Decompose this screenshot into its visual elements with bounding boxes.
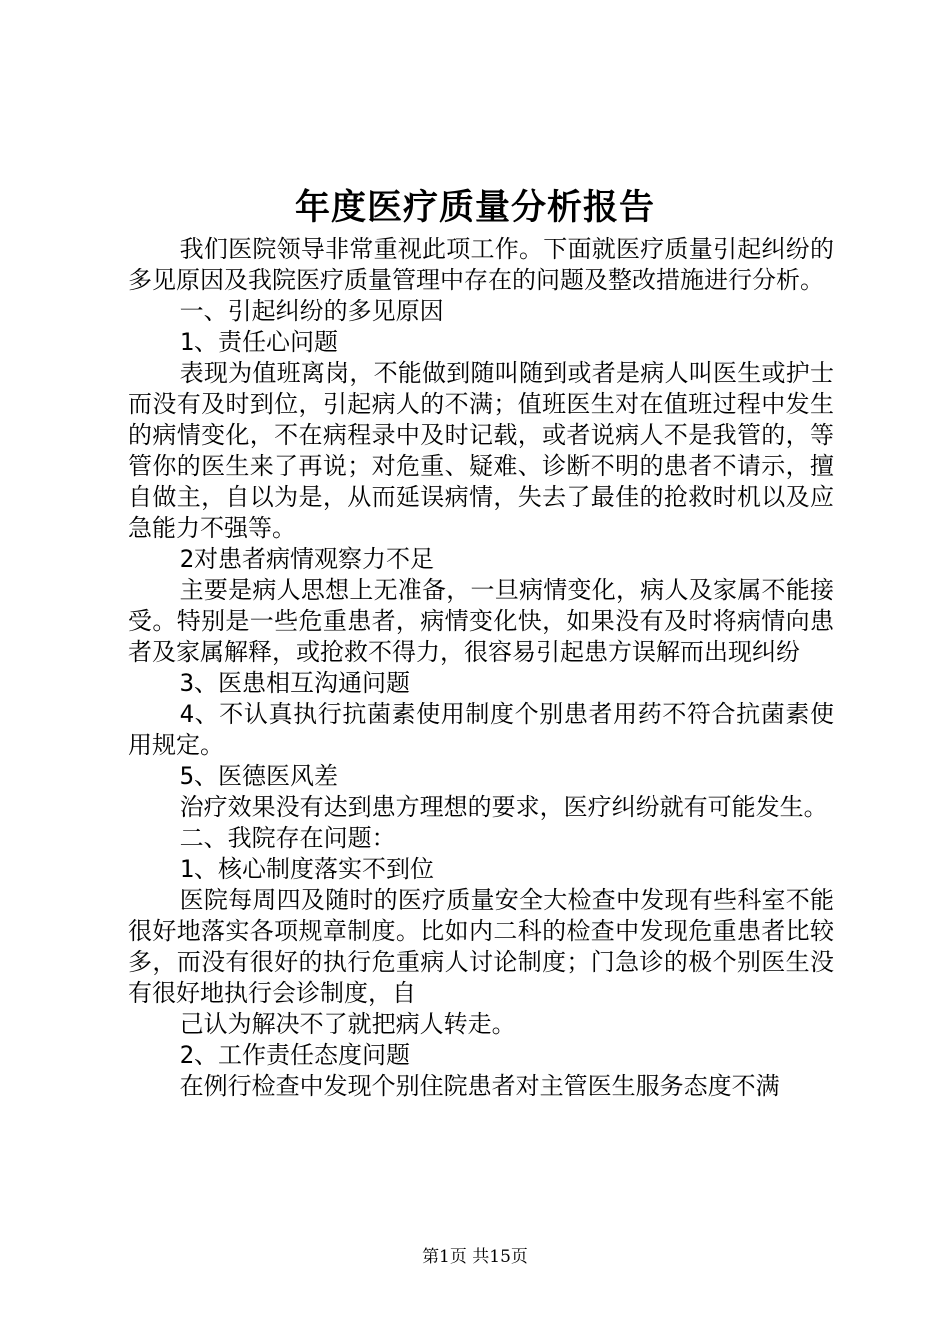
subsection-heading: 3、医患相互沟通问题 — [179, 669, 411, 697]
document-body — [128, 234, 834, 1102]
paragraph: 主要是病人思想上无准备，一旦病情变化，病人及家属不能接受。特别是一些危重患者，病情变化快，如果没有及时将病情向患者及家属解释，或抢救不得力，很容易引起患方误解而出现纠纷 — [128, 576, 834, 666]
subsection-heading: 2、工作责任态度问题 — [179, 1041, 411, 1069]
paragraph: 治疗效果没有达到患方理想的要求，医疗纠纷就有可能发生。 — [179, 793, 828, 821]
paragraph: 我们医院领导非常重视此项工作。下面就医疗质量引起纠纷的多见原因及我院医疗质量管理中存在的问题及整改措施进行分析。 — [128, 235, 834, 294]
subsection-heading: 4、不认真执行抗菌素使用制度个别患者用药不符合抗菌素使用规定。 — [128, 700, 834, 759]
paragraph: 在例行检查中发现个别住院患者对主管医生服务态度不满 — [179, 1072, 780, 1100]
subsection-heading: 2对患者病情观察力不足 — [179, 545, 435, 573]
paragraph: 表现为值班离岗，不能做到随叫随到或者是病人叫医生或护士而没有及时到位，引起病人的不满；值班医生对在值班过程中发生的病情变化，不在病程录中及时记载，或者说病人不是我管的，等管你的医生来了再说；对危重、疑难、诊断不明的患者不请示，擅自做主，自以为是，从而延误病情，失去了最佳的抢救时机以及应急能力不强等。 — [128, 359, 834, 542]
subsection-heading: 5、医德医风差 — [179, 762, 339, 790]
paragraph: 医院每周四及随时的医疗质量安全大检查中发现有些科室不能很好地落实各项规章制度。比如内二科的检查中发现危重患者比较多，而没有很好的执行危重病人讨论制度；门急诊的极个别医生没有很好地执行会诊制度，自 — [128, 886, 834, 1007]
section-heading: 二、我院存在问题： — [179, 824, 396, 852]
document-title: 年度医疗质量分析报告 — [294, 187, 655, 228]
paragraph: 己认为解决不了就把病人转走。 — [179, 1010, 516, 1038]
subsection-heading: 1、核心制度落实不到位 — [179, 855, 435, 883]
section-heading: 一、引起纠纷的多见原因 — [179, 297, 444, 325]
page-number-footer: 第1页 共15页 — [422, 1247, 528, 1267]
subsection-heading: 1、责任心问题 — [179, 328, 339, 356]
